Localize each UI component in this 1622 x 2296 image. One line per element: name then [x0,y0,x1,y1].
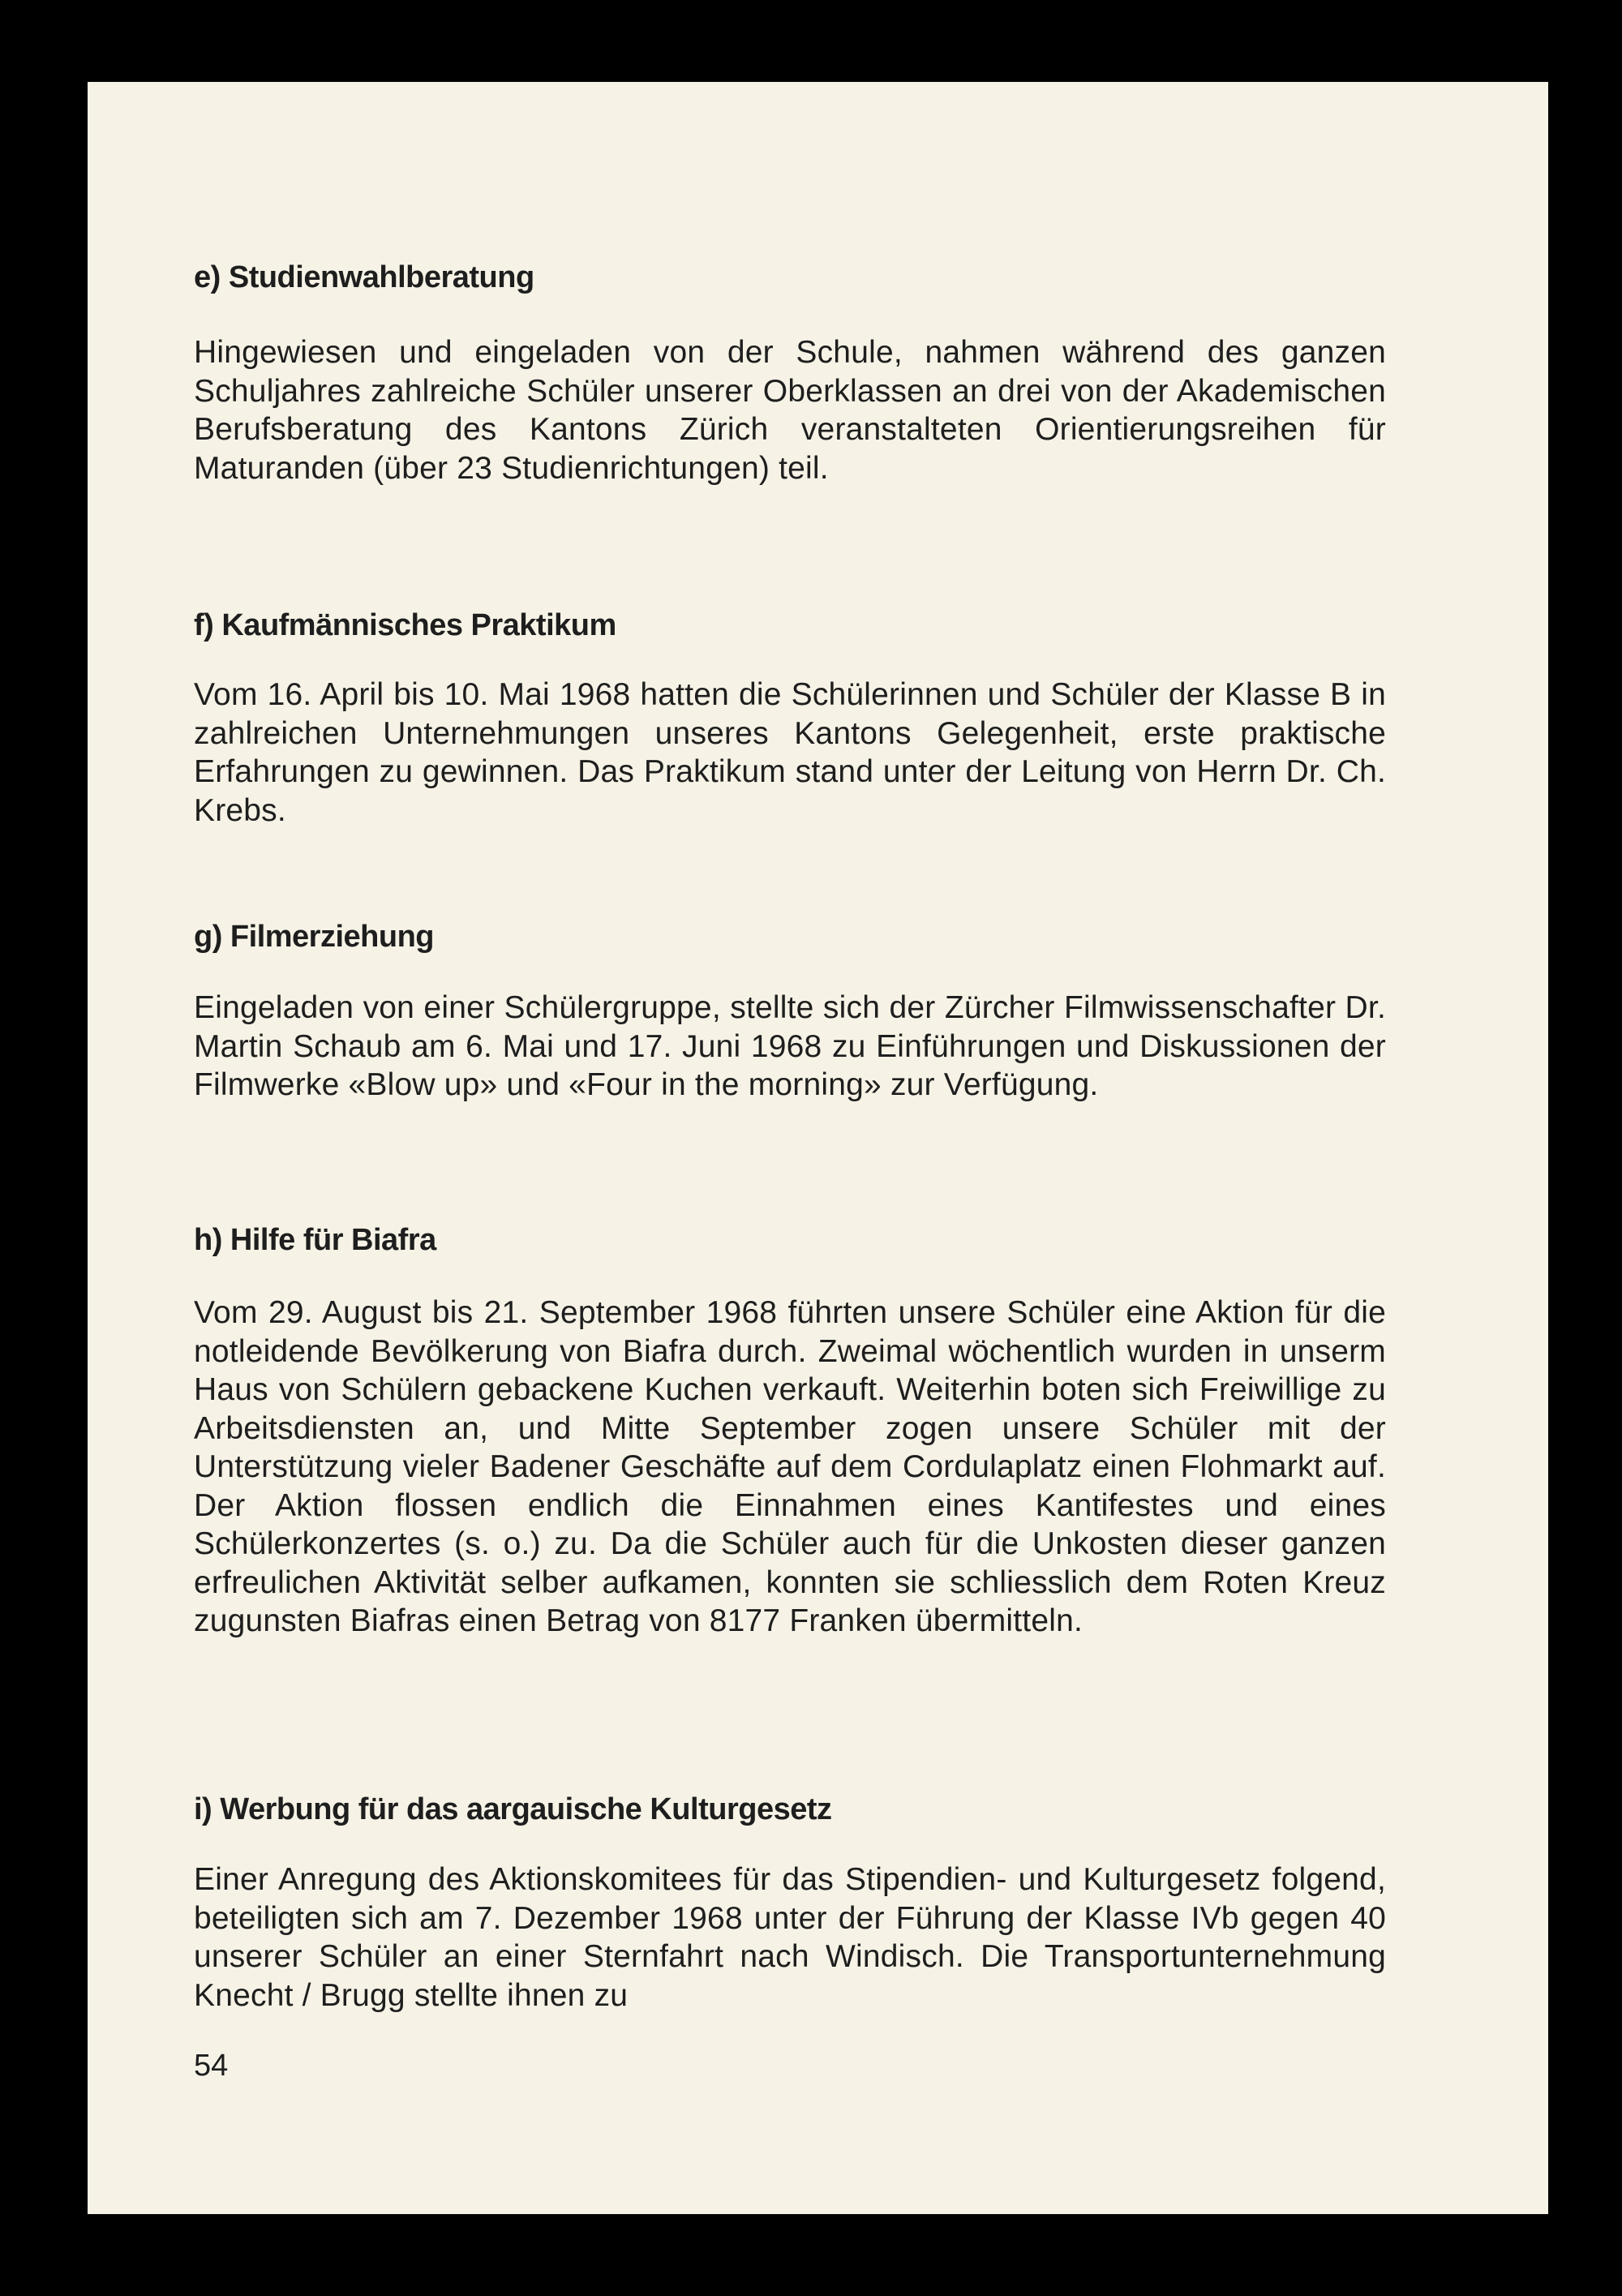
section-heading-i: i) Werbung für das aargauische Kulturgesetz [194,1792,832,1826]
section-heading-h: h) Hilfe für Biafra [194,1223,436,1257]
section-heading-f: f) Kaufmännisches Praktikum [194,608,616,642]
section-paragraph-h: Vom 29. August bis 21. September 1968 führten unsere Schüler eine Aktion für die notleidende Bevölkerung von Biafra durch. Zweimal wöchentlich wurden in unserm Haus von Schülern gebackene Kuchen verkauft. Weiterhin boten sich Freiwillige zu Arbeitsdiensten an, und Mitte September zogen unsere Schüler mit der Unterstützung vieler Badener Geschäfte auf dem Cordulaplatz einen Flohmarkt auf. Der Aktion flossen endlich die Einnahmen eines Kantifestes und eines Schülerkonzertes (s. o.) zu. Da die Schüler auch für die Unkosten dieser ganzen erfreulichen Aktivität selber aufkamen, konnten sie schliesslich dem Roten Kreuz zugunsten Biafras einen Betrag von 8177 Franken übermitteln. [194,1295,1386,1638]
section-paragraph-i: Einer Anregung des Aktionskomitees für das Stipendien- und Kulturgesetz folgend, beteiligten sich am 7. Dezember 1968 unter der Führung der Klasse IVb gegen 40 unserer Schüler an einer Sternfahrt nach Windisch. Die Transportunternehmung Knecht / Brugg stellte ihnen zu [194,1862,1386,2013]
document-page [88,82,1548,2214]
section-paragraph-f: Vom 16. April bis 10. Mai 1968 hatten die Schülerinnen und Schüler der Klasse B in zahlreichen Unternehmungen unseres Kantons Gelegenheit, erste praktische Erfahrungen zu gewinnen. Das Praktikum stand unter der Leitung von Herrn Dr. Ch. Krebs. [194,677,1386,828]
page-number: 54 [194,2049,229,2083]
section-paragraph-e: Hingewiesen und eingeladen von der Schule, nahmen während des ganzen Schuljahres zahlreiche Schüler unserer Oberklassen an drei von der Akademischen Berufsberatung des Kantons Zürich veranstalteten Orientierungsreihen für Maturanden (über 23 Studienrichtungen) teil. [194,335,1386,486]
section-heading-g: g) Filmerziehung [194,920,434,954]
section-heading-e: e) Studienwahlberatung [194,260,534,294]
section-paragraph-g: Eingeladen von einer Schülergruppe, stellte sich der Zürcher Filmwissenschafter Dr. Martin Schaub am 6. Mai und 17. Juni 1968 zu Einführungen und Diskussionen der Filmwerke «Blow up» und «Four in the morning» zur Verfügung. [194,990,1386,1102]
